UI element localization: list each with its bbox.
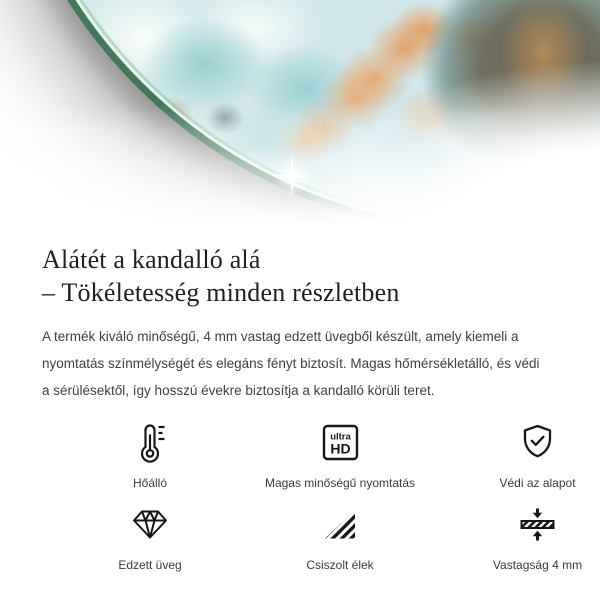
product-photo xyxy=(0,0,600,235)
feature-tempered-glass xyxy=(70,503,230,572)
thickness-icon xyxy=(519,503,556,545)
feature-label: Csiszolt élek xyxy=(306,558,374,572)
sparkle-glint xyxy=(270,154,314,198)
feature-thickness-4mm xyxy=(450,503,600,572)
features-grid xyxy=(70,421,583,572)
feature-heat-resistant xyxy=(70,421,230,490)
sparkle-icon xyxy=(270,154,314,198)
polished-edges-icon xyxy=(323,503,357,545)
product-description: A termék kiváló minőségű, 4 mm vastag edzett üvegből készült, amely kiemeli a nyomtatás színmélységét és elegáns fényt biztosít. Magas hőmérsékletálló, és védi a sérülésektől, így hosszú évekre biztosítja a kandalló körüli teret. xyxy=(42,329,540,398)
page-title xyxy=(42,243,560,309)
feature-ultra-hd-print xyxy=(230,421,450,490)
feature-protects-base xyxy=(450,421,600,490)
feature-label: Hőálló xyxy=(132,476,168,490)
diamond-icon xyxy=(131,503,169,545)
feature-polished-edges xyxy=(230,503,450,572)
feature-label: Vastagság 4 mm xyxy=(492,558,583,572)
ultra-hd-icon xyxy=(322,421,359,463)
feature-label: Magas minőségű nyomtatás xyxy=(264,476,416,490)
svg-text:ultra: ultra xyxy=(329,431,351,442)
page-title-line1: Alátét a kandalló alá xyxy=(42,245,261,274)
page-title-line2: – Tökéletesség minden részletben xyxy=(42,278,400,307)
feature-label: Védi az alapot xyxy=(499,476,576,490)
svg-text:HD: HD xyxy=(329,440,351,456)
feature-label: Edzett üveg xyxy=(118,558,182,572)
shield-check-icon xyxy=(519,421,556,463)
thermometer-icon xyxy=(136,421,165,463)
